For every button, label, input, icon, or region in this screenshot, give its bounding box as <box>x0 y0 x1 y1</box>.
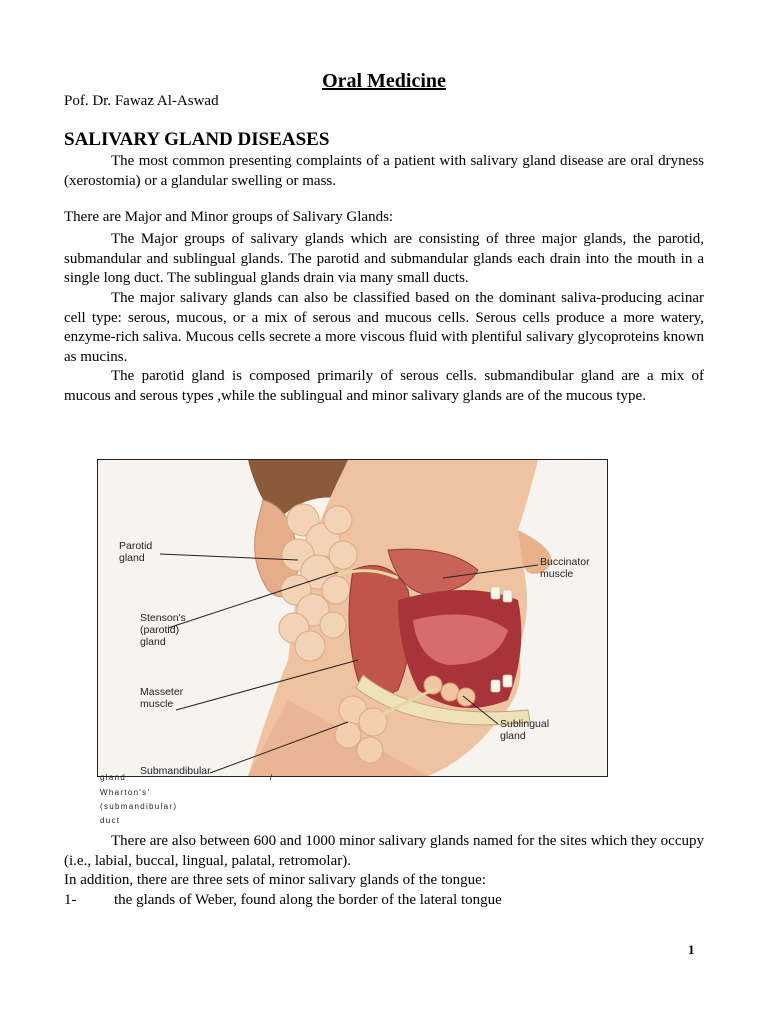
label-line: Stenson's <box>140 612 186 624</box>
label-line: gland <box>140 636 166 648</box>
label-line: gland <box>119 552 145 564</box>
paragraph-tongue-glands: In addition, there are three sets of minor salivary glands of the tongue: <box>64 872 486 888</box>
paragraph-minor-glands: There are also between 600 and 1000 minor salivary glands named for the sites which they occupy (i.e., labial, buccal, lingual, palatal, retromolar). <box>64 833 704 869</box>
caption-line-submandibular: (submandibular) <box>100 802 178 811</box>
label-line: Parotid <box>119 540 153 552</box>
paragraph-intro: The most common presenting complaints of a patient with salivary gland disease are oral dryness (xerostomia) or a glandular swelling or mass. <box>64 153 704 189</box>
caption-line-gland: gland <box>100 773 127 782</box>
caption-slash: / <box>270 773 274 782</box>
section-heading: SALIVARY GLAND DISEASES <box>64 129 330 150</box>
label-line: muscle <box>140 698 174 710</box>
caption-line-whartons: Wharton's' <box>100 788 151 797</box>
list-text: the glands of Weber, found along the border of the lateral tongue <box>114 892 502 908</box>
label-line: Masseter <box>140 686 184 698</box>
label-line: muscle <box>540 568 574 580</box>
list-number: 1- <box>64 892 77 908</box>
label-stensons-duct <box>140 612 186 648</box>
label-line: Sublingual <box>500 718 550 730</box>
paragraph-major-glands: The Major groups of salivary glands which are consisting of three major glands, the parotid, submandular and sublingual glands. The parotid and submandular glands each drain into the mouth in a single long duct. The sublingual glands drain via many small ducts. <box>64 231 704 287</box>
list-item-weber <box>64 891 704 911</box>
label-sublingual-gland <box>500 718 549 742</box>
salivary-glands-figure <box>97 459 608 777</box>
label-submandibular: Submandibular <box>140 765 211 777</box>
page-number: 1 <box>688 942 695 957</box>
label-masseter-muscle <box>140 686 183 710</box>
author-line: Pof. Dr. Fawaz Al-Aswad <box>64 93 219 109</box>
paragraph-composition: The parotid gland is composed primarily of serous cells. submandibular gland are a mix of mucous and serous types ,while the sublingual and minor salivary glands are of the mucous type. <box>64 368 704 404</box>
label-line: (parotid) <box>140 624 180 636</box>
label-parotid-gland <box>119 540 152 564</box>
caption-line-duct: duct <box>100 816 121 825</box>
paragraph-cell-types: The major salivary glands can also be classified based on the dominant saliva-producing acinar cell type: serous, mucous, or a mix of serous and mucous cells. Serous cells produce a more watery, enzyme-rich saliva. Mucous cells secrete a more viscous fluid with plentiful salivary glycoproteins known as mucins. <box>64 290 704 365</box>
label-buccinator-muscle <box>540 556 590 580</box>
document-title: Oral Medicine <box>322 70 446 92</box>
label-line: gland <box>500 730 526 742</box>
label-line: Buccinator <box>540 556 590 568</box>
paragraph-groups: There are Major and Minor groups of Salivary Glands: <box>64 209 394 225</box>
